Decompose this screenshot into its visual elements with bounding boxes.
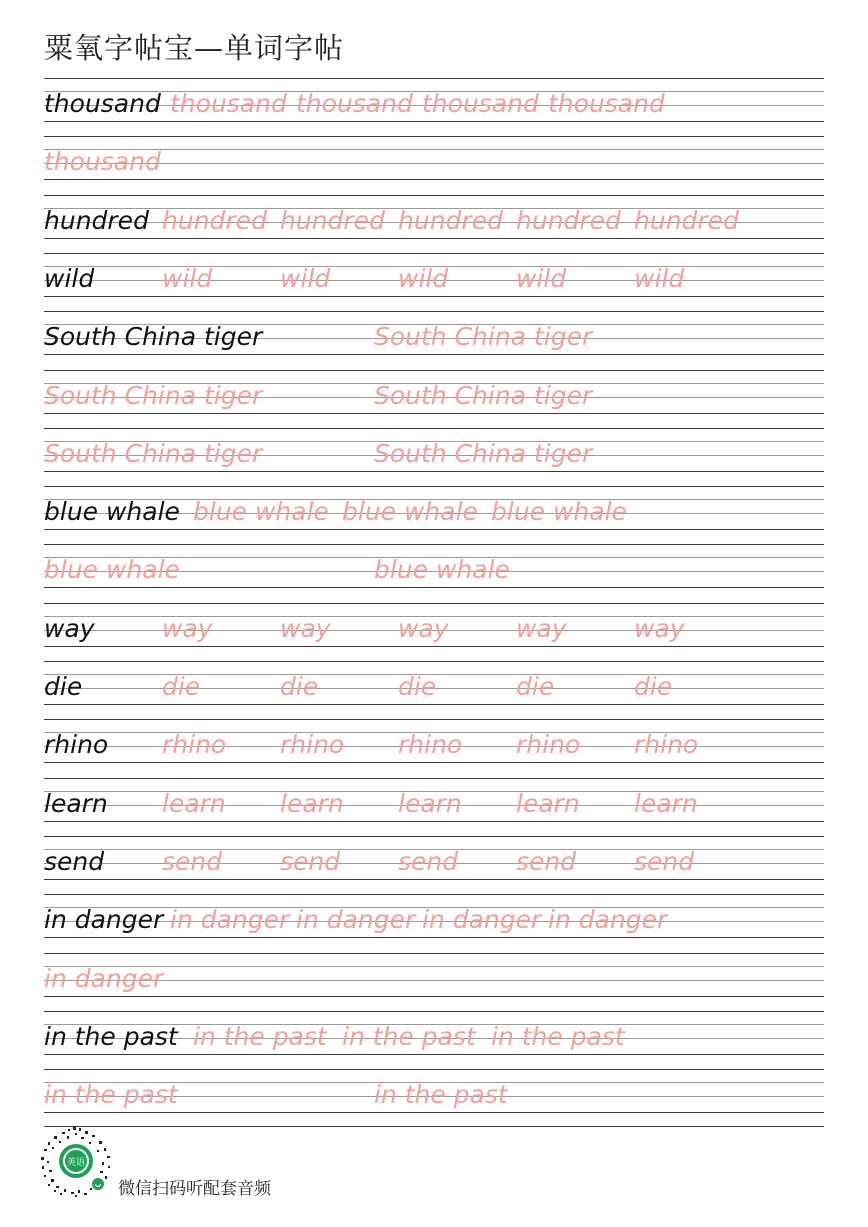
model-word: rhino — [44, 730, 109, 760]
guide-line — [44, 661, 824, 662]
guide-line — [44, 370, 824, 371]
guide-line — [44, 149, 824, 150]
guide-line — [44, 121, 824, 122]
model-word: send — [44, 846, 105, 876]
practice-row — [44, 428, 824, 486]
trace-word: hundred — [516, 205, 621, 235]
model-word: South China tiger — [44, 322, 263, 352]
practice-row — [44, 778, 824, 836]
trace-word: in the past — [193, 1021, 327, 1051]
trace-word: way — [398, 613, 449, 643]
footer — [40, 1126, 440, 1198]
trace-word: South China tiger — [374, 380, 593, 410]
trace-word: learn — [516, 788, 580, 818]
practice-row — [44, 136, 824, 194]
trace-word: die — [162, 672, 201, 701]
trace-word: way — [280, 613, 331, 643]
trace-word: way — [516, 613, 567, 643]
trace-word: in the past — [342, 1021, 476, 1051]
practice-row — [44, 894, 824, 952]
trace-word: rhino — [516, 730, 581, 760]
practice-row — [44, 836, 824, 894]
trace-word: in the past — [491, 1021, 625, 1051]
practice-row — [44, 1011, 824, 1069]
guide-line — [44, 937, 824, 938]
trace-word: learn — [398, 788, 462, 818]
guide-line — [44, 603, 824, 604]
practice-row — [44, 370, 824, 428]
trace-word: way — [634, 613, 685, 643]
guide-line — [44, 136, 824, 137]
guide-line — [44, 529, 824, 530]
guide-line — [44, 179, 824, 180]
qr-code-icon[interactable] — [40, 1126, 112, 1198]
model-word: way — [44, 613, 95, 643]
trace-word: thousand — [296, 89, 413, 118]
trace-word: send — [398, 846, 459, 876]
guide-line — [44, 1054, 824, 1055]
trace-word: die — [280, 672, 319, 701]
guide-line — [44, 544, 824, 545]
model-word: thousand — [44, 89, 161, 118]
guide-line — [44, 953, 824, 954]
practice-row — [44, 544, 824, 602]
guide-line — [44, 646, 824, 647]
trace-word: send — [280, 846, 341, 876]
model-word: in danger — [44, 905, 164, 935]
guide-line — [44, 428, 824, 429]
guide-line — [44, 1011, 824, 1012]
practice-row — [44, 78, 824, 136]
trace-word: thousand — [422, 89, 539, 118]
trace-word: send — [516, 846, 577, 876]
trace-word: South China tiger — [44, 438, 263, 468]
guide-line — [44, 894, 824, 895]
trace-word: South China tiger — [44, 380, 263, 410]
guide-line — [44, 821, 824, 822]
guide-line — [44, 163, 824, 164]
practice-row — [44, 195, 824, 253]
trace-word: die — [516, 672, 555, 701]
trace-word: blue whale — [44, 555, 180, 585]
guide-line — [44, 471, 824, 472]
practice-row — [44, 1069, 824, 1127]
trace-word: thousand — [548, 89, 665, 118]
guide-line — [44, 354, 824, 355]
trace-word: die — [398, 672, 437, 701]
practice-row — [44, 603, 824, 661]
footer-caption: 微信扫码听配套音频 — [118, 1179, 271, 1199]
practice-row — [44, 311, 824, 369]
trace-word: rhino — [398, 730, 463, 760]
guide-line — [44, 413, 824, 414]
guide-line — [44, 311, 824, 312]
guide-line — [44, 195, 824, 196]
trace-word: hundred — [162, 205, 267, 235]
trace-word: way — [162, 613, 213, 643]
trace-word: wild — [162, 263, 213, 293]
model-word: hundred — [44, 205, 149, 235]
practice-row — [44, 486, 824, 544]
guide-line — [44, 836, 824, 837]
trace-word: blue whale — [491, 497, 627, 527]
practice-row — [44, 253, 824, 311]
guide-line — [44, 996, 824, 997]
trace-word: in danger — [548, 905, 668, 935]
trace-word: wild — [280, 263, 331, 293]
trace-word: learn — [634, 788, 698, 818]
trace-word: in the past — [374, 1080, 508, 1110]
guide-line — [44, 762, 824, 763]
trace-word: hundred — [398, 205, 503, 235]
trace-word: blue whale — [193, 497, 329, 527]
trace-word: thousand — [170, 89, 287, 118]
model-word: in the past — [44, 1021, 178, 1051]
trace-word: blue whale — [342, 497, 478, 527]
trace-word: South China tiger — [374, 322, 593, 352]
guide-line — [44, 238, 824, 239]
guide-line — [44, 778, 824, 779]
trace-word: wild — [634, 263, 685, 293]
trace-word: wild — [398, 263, 449, 293]
model-word: learn — [44, 788, 108, 818]
trace-word: South China tiger — [374, 438, 593, 468]
guide-line — [44, 879, 824, 880]
trace-word: blue whale — [374, 555, 510, 585]
trace-word: in danger — [422, 905, 542, 935]
guide-line — [44, 78, 824, 79]
model-word: die — [44, 672, 83, 701]
trace-word: in the past — [44, 1080, 178, 1110]
practice-row — [44, 661, 824, 719]
trace-word: send — [162, 846, 223, 876]
practice-row — [44, 953, 824, 1011]
trace-word: hundred — [280, 205, 385, 235]
trace-word: rhino — [634, 730, 699, 760]
trace-word: wild — [516, 263, 567, 293]
guide-line — [44, 719, 824, 720]
trace-word: in danger — [170, 905, 290, 935]
guide-line — [44, 1069, 824, 1070]
trace-word: learn — [162, 788, 226, 818]
trace-word: rhino — [162, 730, 227, 760]
trace-word: in danger — [296, 905, 416, 935]
trace-word: send — [634, 846, 695, 876]
trace-word: die — [634, 672, 673, 701]
model-word: wild — [44, 263, 95, 293]
trace-word: rhino — [280, 730, 345, 760]
page-title: 粟氧字帖宝—单词字帖 — [44, 31, 345, 65]
guide-line — [44, 1112, 824, 1113]
guide-line — [44, 486, 824, 487]
trace-word: in danger — [44, 963, 164, 993]
qr-badge-text: 英语 — [66, 1158, 86, 1168]
trace-word: thousand — [44, 147, 161, 177]
guide-line — [44, 253, 824, 254]
model-word: blue whale — [44, 497, 180, 527]
practice-sheet — [44, 78, 824, 1115]
practice-row — [44, 719, 824, 777]
guide-line — [44, 296, 824, 297]
guide-line — [44, 587, 824, 588]
trace-word: hundred — [634, 205, 739, 235]
trace-word: learn — [280, 788, 344, 818]
guide-line — [44, 704, 824, 705]
